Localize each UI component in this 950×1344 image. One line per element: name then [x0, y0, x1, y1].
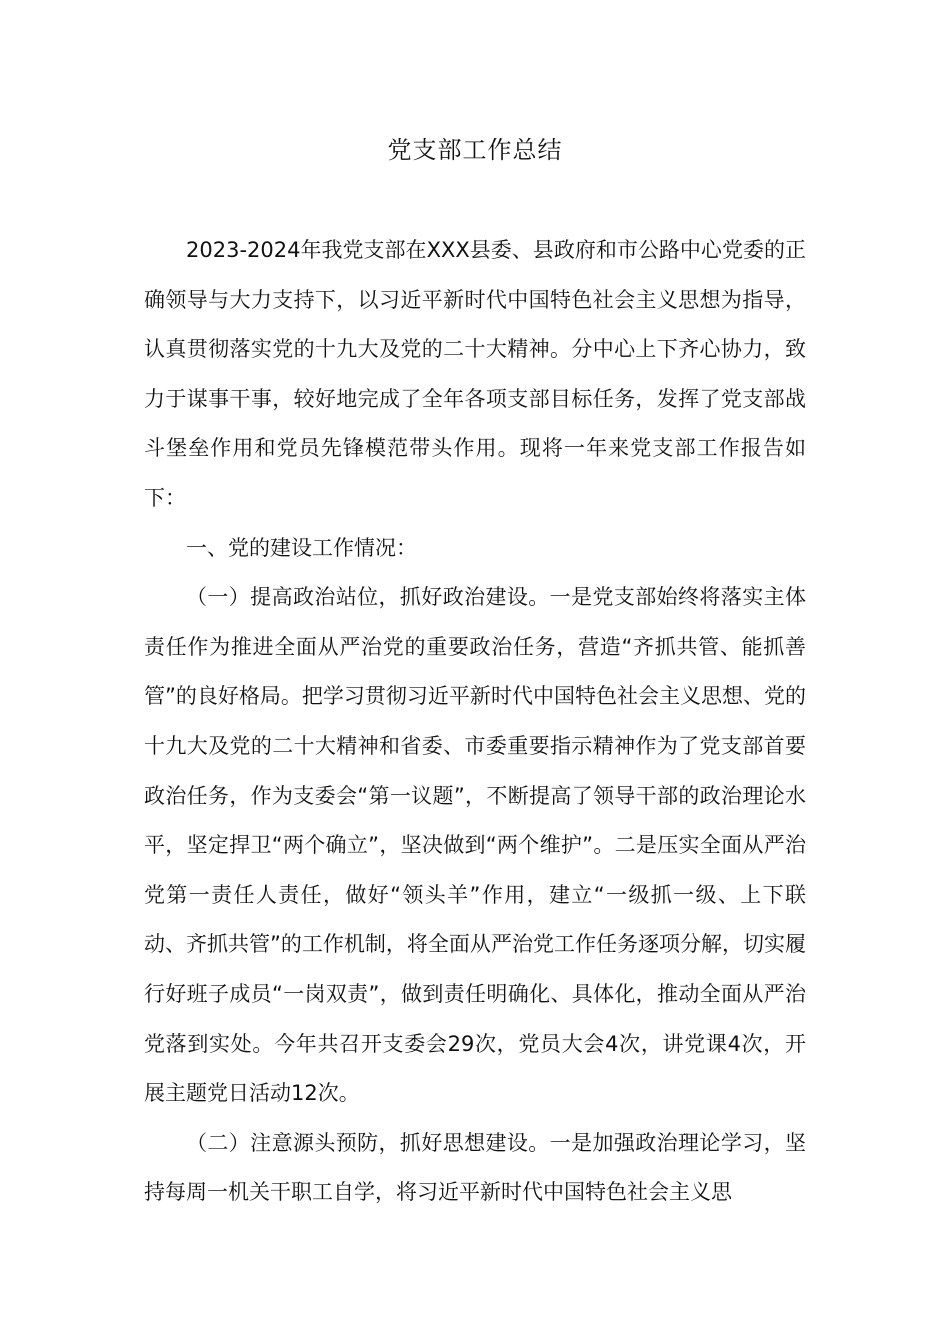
- document-body: [144, 226, 806, 1218]
- subsection-ideological-building: （二）注意源头预防，抓好思想建设。一是加强政治理论学习，坚持每周一机关干职工自学，将习近平新时代中国特色社会主义思: [144, 1130, 806, 1205]
- document-title: 党支部工作总结: [387, 136, 563, 164]
- subsection-political-building: （一）提高政治站位，抓好政治建设。一是党支部始终将落实主体责任作为推进全面从严治党的重要政治任务，营造“齐抓共管、能抓善管”的良好格局。把学习贯彻习近平新时代中国特色社会主义思想、党的十九大及党的二十大精神和省委、市委重要指示精神作为了党支部首要政治任务，作为支委会“第一议题”，不断提高了领导干部的政治理论水平，坚定捍卫“两个确立”，坚决做到“两个维护”。二是压实全面从严治党第一责任人责任，做好“领头羊”作用，建立“一级抓一级、上下联动、齐抓共管”的工作机制，将全面从严治党工作任务逐项分解，切实履行好班子成员“一岗双责”，做到责任明确化、具体化，推动全面从严治党落到实处。今年共召开支委会29次，党员大会4次，讲党课4次，开展主题党日活动12次。: [144, 585, 806, 1106]
- intro-paragraph: 2023-2024年我党支部在XXX县委、县政府和市公路中心党委的正确领导与大力支持下，以习近平新时代中国特色社会主义思想为指导，认真贯彻落实党的十九大及党的二十大精神。分中心上下齐心协力，致力于谋事干事，较好地完成了全年各项支部目标任务，发挥了党支部战斗堡垒作用和党员先锋模范带头作用。现将一年来党支部工作报告如下：: [144, 238, 806, 510]
- section-heading-party-building: 一、党的建设工作情况：: [186, 535, 417, 560]
